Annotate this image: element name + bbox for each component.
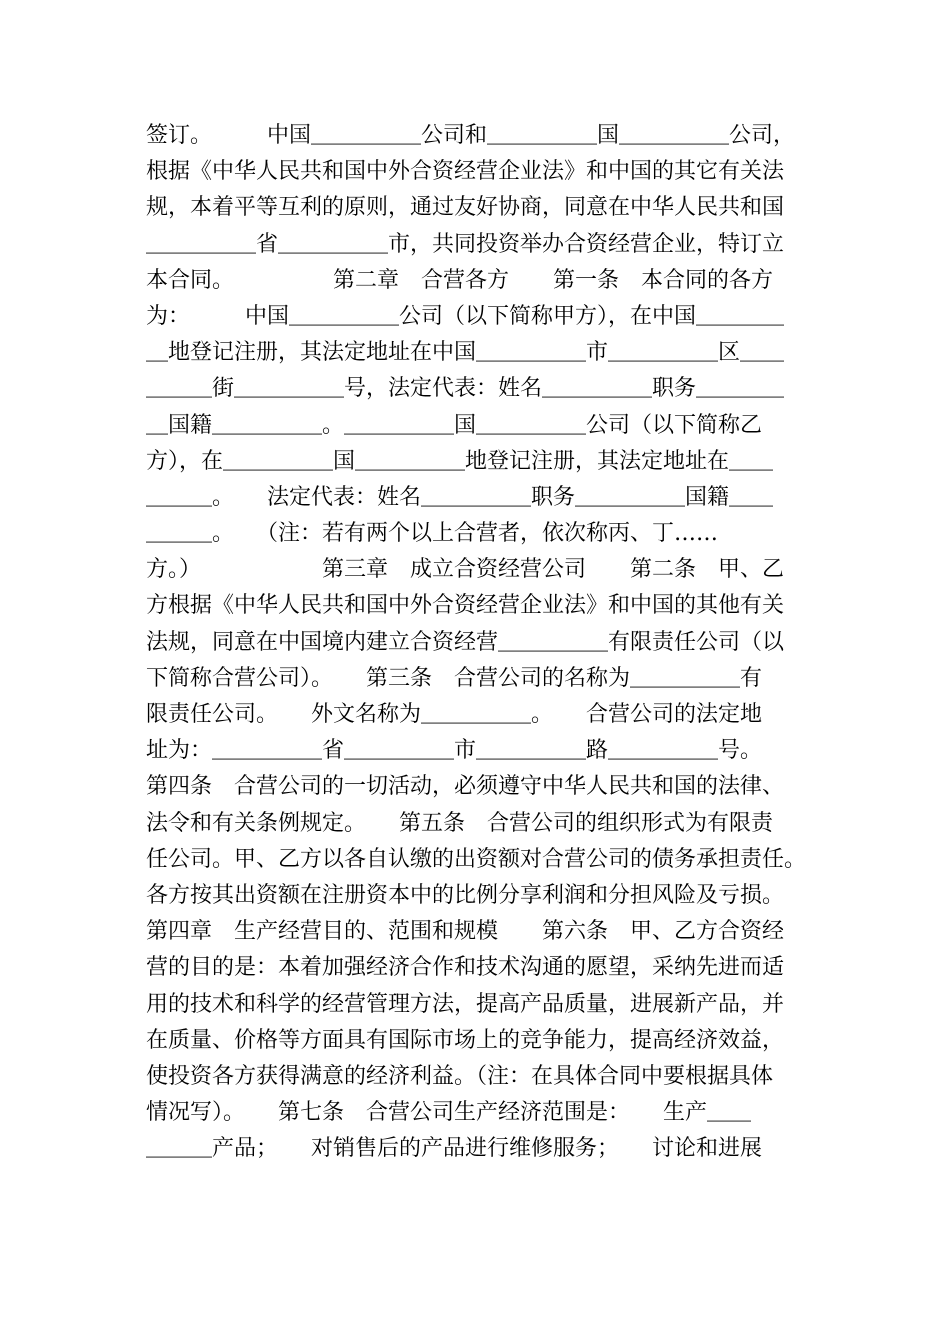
text-line: 方。） 第三章 成立合资经营公司 第二条 甲、乙: [146, 557, 785, 583]
text-line: 法令和有关条例规定。 第五条 合营公司的组织形式为有限责: [146, 810, 774, 836]
text-line: 任公司。甲、乙方以各自认缴的出资额对合营公司的债务承担责任。: [146, 846, 806, 872]
text-line: ＿＿＿＿＿省＿＿＿＿＿市，共同投资举办合资经营企业，特订立: [146, 231, 785, 257]
contract-body-text: [146, 118, 806, 1167]
text-line: 在质量、价格等方面具有国际市场上的竞争能力，提高经济效益，: [146, 1027, 785, 1053]
text-line: ＿＿＿街＿＿＿＿＿号，法定代表：姓名＿＿＿＿＿职务＿＿＿＿: [146, 376, 785, 402]
text-line: 下简称合营公司）。 第三条 合营公司的名称为＿＿＿＿＿有: [146, 665, 763, 691]
text-line: 第四条 合营公司的一切活动，必须遵守中华人民共和国的法律、: [146, 774, 785, 800]
text-line: 营的目的是：本着加强经济合作和技术沟通的愿望，采纳先进而适: [146, 955, 785, 981]
text-line: 用的技术和科学的经营管理方法，提高产品质量，进展新产品，并: [146, 991, 785, 1017]
text-line: ＿＿＿。 法定代表：姓名＿＿＿＿＿职务＿＿＿＿＿国籍＿＿: [146, 484, 774, 510]
text-line: 限责任公司。 外文名称为＿＿＿＿＿。 合营公司的法定地: [146, 702, 763, 727]
text-line: 第四章 生产经营目的、范围和规模 第六条 甲、乙方合资经: [146, 919, 785, 945]
text-line: ＿＿＿产品； 对销售后的产品进行维修服务； 讨论和进展: [146, 1136, 763, 1162]
text-line: 法规，同意在中国境内建立合资经营＿＿＿＿＿有限责任公司（以: [146, 629, 785, 655]
text-line: 本合同。 第二章 合营各方 第一条 本合同的各方: [146, 267, 774, 293]
text-line: 方根据《中华人民共和国中外合资经营企业法》和中国的其他有关: [146, 593, 785, 619]
text-line: ＿国籍＿＿＿＿＿。＿＿＿＿＿国＿＿＿＿＿公司（以下简称乙: [146, 412, 763, 438]
text-line: ＿地登记注册，其法定地址在中国＿＿＿＿＿市＿＿＿＿＿区＿＿: [146, 340, 785, 366]
text-line: 规，本着平等互利的原则，通过友好协商，同意在中华人民共和国: [146, 195, 785, 221]
text-line: ＿＿＿。 （注：若有两个以上合营者，依次称丙、丁……: [146, 521, 719, 547]
text-line: 为： 中国＿＿＿＿＿公司（以下简称甲方），在中国＿＿＿＿: [146, 303, 785, 329]
text-line: 根据《中华人民共和国中外合资经营企业法》和中国的其它有关法: [146, 159, 785, 185]
text-line: 各方按其出资额在注册资本中的比例分享利润和分担风险及亏损。: [146, 882, 785, 908]
text-line: 签订。 中国＿＿＿＿＿公司和＿＿＿＿＿国＿＿＿＿＿公司，: [146, 123, 796, 148]
text-line: 情况写）。 第七条 合营公司生产经济范围是： 生产＿＿: [146, 1100, 752, 1126]
text-line: 使投资各方获得满意的经济利益。（注：在具体合同中要根据具体: [146, 1063, 774, 1089]
text-line: 方），在＿＿＿＿＿国＿＿＿＿＿地登记注册，其法定地址在＿＿: [146, 448, 774, 474]
text-line: 址为：＿＿＿＿＿省＿＿＿＿＿市＿＿＿＿＿路＿＿＿＿＿号。: [146, 738, 763, 764]
